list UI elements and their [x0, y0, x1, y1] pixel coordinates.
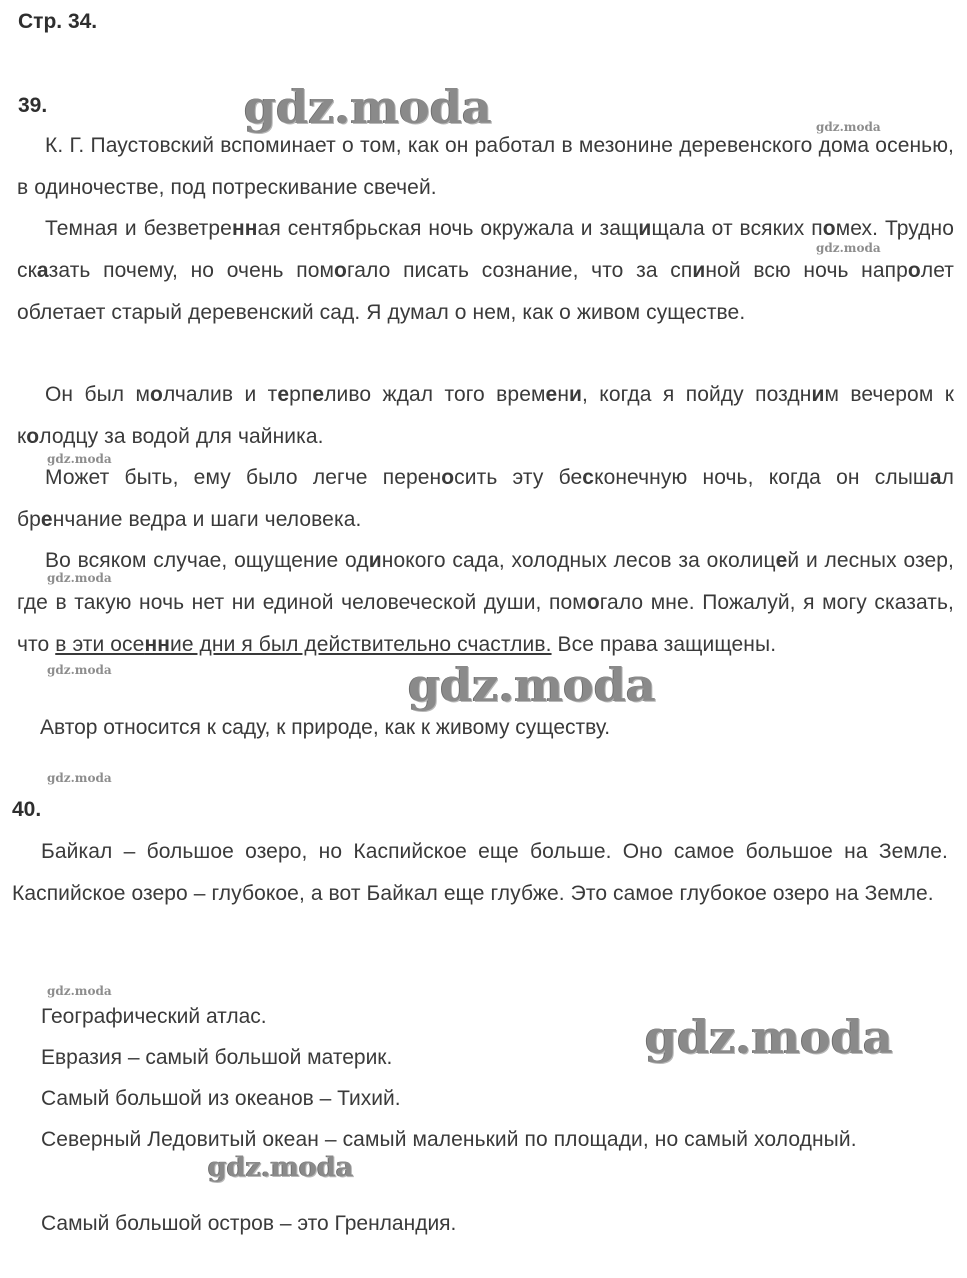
highlighted-letter: с — [582, 466, 595, 489]
ex39-paragraph-5 — [17, 540, 954, 666]
text-run: , когда я пойду поздн — [582, 383, 812, 406]
highlighted-letter: о — [586, 591, 600, 614]
text-run: л бр — [17, 466, 954, 531]
highlighted-letter: нн — [231, 217, 258, 240]
highlighted-letter: о — [907, 259, 921, 282]
ex40-line-eurasia: Евразия – самый большой материк. — [41, 1046, 393, 1069]
watermark-logo: gdz.moda — [645, 1010, 893, 1064]
highlighted-letter: о — [334, 259, 347, 282]
watermark-small: gdz.moda — [47, 771, 112, 785]
text-run: рп — [289, 383, 313, 406]
page-header: Стр. 34. — [18, 10, 98, 33]
exercise-39-number: 39. — [18, 94, 48, 117]
text-run: в эти осе — [55, 633, 145, 656]
text-run: зать почему, но очень пом — [48, 259, 335, 282]
ex39-paragraph-4 — [17, 457, 954, 541]
text-run: ая сентябрьская ночь окружала и защ — [257, 217, 639, 240]
watermark-logo: gdz.moda — [244, 80, 492, 134]
text-run: нокого сада, холодных лесов за околиц — [381, 549, 776, 572]
highlighted-letter: е — [40, 508, 53, 531]
highlighted-letter: и — [638, 217, 652, 240]
highlighted-letter: и — [569, 383, 583, 406]
text-run: й и лесных озер, где в такую ночь нет ни единой человеческой души, пом — [17, 549, 954, 614]
text-run: гало писать сознание, что за сп — [346, 259, 693, 282]
ex39-paragraph-2 — [17, 208, 954, 334]
text-run: сить эту бе — [454, 466, 583, 489]
watermark-small: gdz.moda — [47, 571, 112, 585]
highlighted-letter: е — [277, 383, 290, 406]
text-run: н — [557, 383, 570, 406]
text-run: Может быть, ему было легче перен — [45, 466, 442, 489]
watermark-logo: gdz.moda — [408, 658, 656, 712]
text-run: ливо ждал того врем — [324, 383, 546, 406]
text-run: ной всю ночь напр — [705, 259, 908, 282]
text-run: лодцу за водой для чайника. — [39, 425, 324, 448]
ex39-paragraph-6: Автор относится к саду, к природе, как к живому существу. — [40, 716, 611, 739]
highlighted-letter: а — [36, 259, 49, 282]
watermark-small: gdz.moda — [816, 120, 881, 134]
ex40-line-atlas: Географический атлас. — [41, 1005, 267, 1028]
watermark-small: gdz.moda — [47, 452, 112, 466]
watermark-logo: gdz.moda — [208, 1152, 354, 1183]
highlighted-letter: и — [692, 259, 706, 282]
ex40-line-greenland: Самый большой остров – это Гренландия. — [41, 1212, 457, 1235]
highlighted-letter: о — [822, 217, 836, 240]
highlighted-letter: о — [150, 383, 163, 406]
highlighted-letter: е — [775, 549, 788, 572]
highlighted-letter: о — [441, 466, 455, 489]
highlighted-letter: и — [368, 549, 382, 572]
watermark-small: gdz.moda — [47, 663, 112, 677]
watermark-small: gdz.moda — [816, 241, 881, 255]
highlighted-letter: е — [545, 383, 558, 406]
highlighted-letter: е — [312, 383, 325, 406]
text-run: нчание ведра и шаги человека. — [52, 508, 362, 531]
text-run: мех. Трудно ск — [17, 217, 954, 282]
text-run: Все права защищены. — [551, 633, 777, 656]
text-run: м вечером к к — [17, 383, 954, 448]
exercise-40-number: 40. — [12, 798, 42, 821]
text-run: конечную ночь, когда он слыш — [594, 466, 930, 489]
ex40-paragraph-2: Северный Ледовитый океан – самый маленький по площади, но самый холодный. — [41, 1128, 857, 1151]
ex39-paragraph-1: К. Г. Паустовский вспоминает о том, как он работал в мезонине деревенского дома осенью, в одиночестве, под потрескивание свечей. — [17, 134, 954, 199]
highlighted-letter: и — [811, 383, 825, 406]
text-run: гало мне. Пожалуй, я могу сказать, что — [17, 591, 954, 656]
ex40-line-pacific: Самый большой из океанов – Тихий. — [41, 1087, 401, 1110]
text-run: щала от всяких п — [651, 217, 823, 240]
highlighted-letter: нн — [144, 633, 171, 656]
ex40-paragraph-1: Байкал – большое озеро, но Каспийское еще больше. Оно самое большое на Земле. Каспийское озеро – глубокое, а вот Байкал еще глубже. Это самое глубокое озеро на Земле. — [12, 840, 948, 905]
text-run: лет облетает старый деревенский сад. Я думал о нем, как о живом существе. — [17, 259, 954, 324]
text-run: лчалив и т — [162, 383, 278, 406]
text-run: Темная и безветре — [45, 217, 232, 240]
ex39-paragraph-3 — [17, 374, 954, 458]
highlighted-letter: о — [26, 425, 40, 448]
watermark-small: gdz.moda — [47, 984, 112, 998]
highlighted-letter: а — [929, 466, 942, 489]
text-run: ие дни я был действительно счастлив. — [170, 633, 552, 656]
text-run: Во всяком случае, ощущение од — [45, 549, 369, 572]
text-run: Он был м — [45, 383, 151, 406]
